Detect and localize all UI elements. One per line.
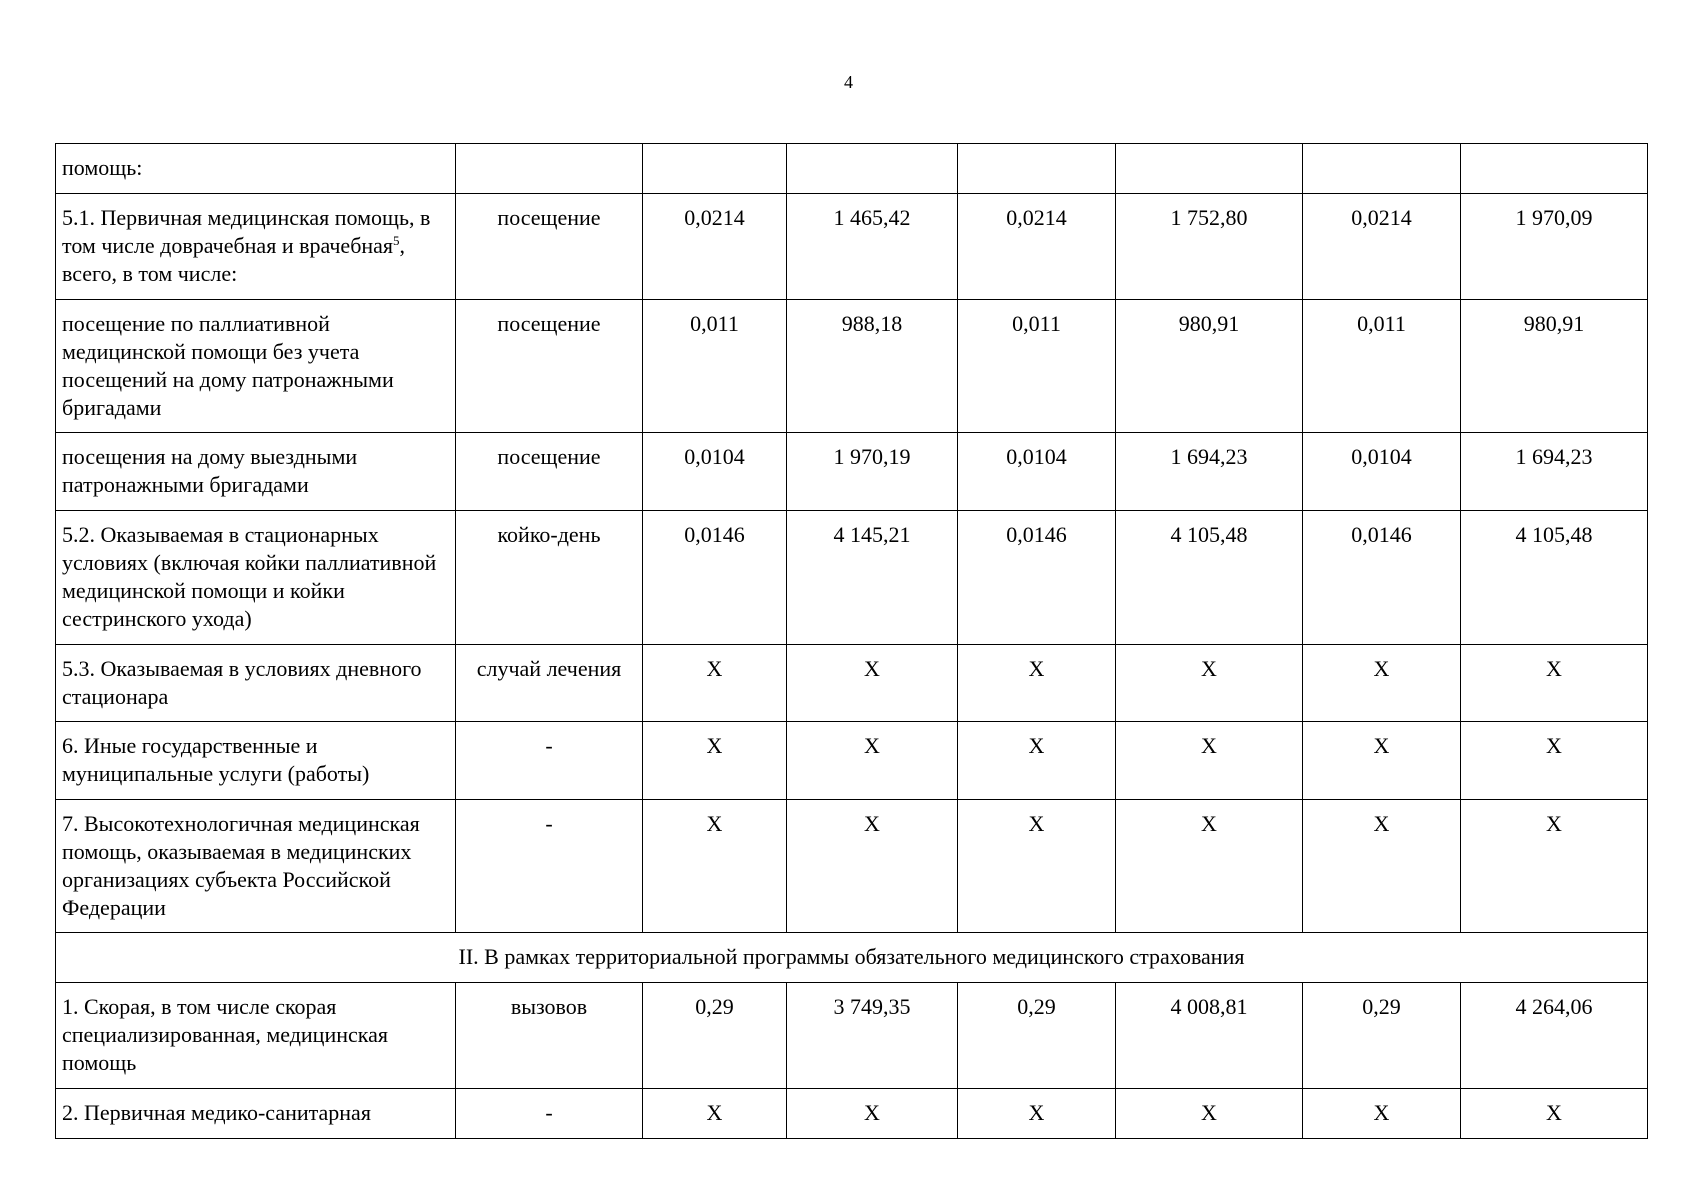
value-cell: 980,91 bbox=[1461, 300, 1648, 433]
value-cell: 4 105,48 bbox=[1461, 511, 1648, 645]
unit-cell: случай лечения bbox=[456, 645, 643, 722]
unit-cell: посещение bbox=[456, 194, 643, 300]
row-name: 7. Высокотехнологичная медицинская помощь, оказываемая в медицинских организациях субъекта Российской Федерации bbox=[62, 811, 420, 920]
row-name-suffix: , всего, в том числе: bbox=[62, 233, 406, 286]
value-cell: Х bbox=[958, 722, 1116, 800]
unit-cell: посещение bbox=[456, 300, 643, 433]
row-name: 1. Скорая, в том числе скорая специализированная, медицинская помощь bbox=[62, 994, 389, 1075]
value-cell: 0,29 bbox=[643, 983, 787, 1089]
section-title: II. В рамках территориальной программы обязательного медицинского страхования bbox=[56, 933, 1648, 983]
unit-cell: вызовов bbox=[456, 983, 643, 1089]
value-cell: 0,0104 bbox=[1303, 433, 1461, 511]
value-cell: Х bbox=[1461, 722, 1648, 800]
value-cell bbox=[787, 144, 958, 194]
value-cell: Х bbox=[1116, 1089, 1303, 1139]
value-cell: 3 749,35 bbox=[787, 983, 958, 1089]
value-cell: Х bbox=[643, 722, 787, 800]
table-row bbox=[56, 645, 1648, 722]
row-name: 6. Иные государственные и муниципальные услуги (работы) bbox=[62, 733, 370, 786]
value-cell: 0,0146 bbox=[643, 511, 787, 645]
unit-cell bbox=[456, 144, 643, 194]
value-cell: 980,91 bbox=[1116, 300, 1303, 433]
value-cell: Х bbox=[787, 800, 958, 933]
table-row bbox=[56, 433, 1648, 511]
section-header-row bbox=[56, 933, 1648, 983]
table-row bbox=[56, 1089, 1648, 1139]
table-row bbox=[56, 800, 1648, 933]
value-cell: Х bbox=[1116, 800, 1303, 933]
unit-cell: койко-день bbox=[456, 511, 643, 645]
value-cell bbox=[1116, 144, 1303, 194]
value-cell: Х bbox=[1461, 645, 1648, 722]
value-cell: Х bbox=[1461, 800, 1648, 933]
value-cell: Х bbox=[787, 1089, 958, 1139]
row-name-cell bbox=[56, 433, 456, 511]
row-name-cell bbox=[56, 511, 456, 645]
row-name: посещения на дому выездными патронажными бригадами bbox=[62, 444, 358, 497]
value-cell: 0,0104 bbox=[958, 433, 1116, 511]
row-name-cell bbox=[56, 645, 456, 722]
value-cell: 1 694,23 bbox=[1461, 433, 1648, 511]
row-name: посещение по паллиативной медицинской помощи без учета посещений на дому патронажными бригадами bbox=[62, 311, 394, 420]
footnote-marker: 5 bbox=[393, 233, 400, 248]
value-cell bbox=[1303, 144, 1461, 194]
table-row bbox=[56, 511, 1648, 645]
value-cell: Х bbox=[787, 645, 958, 722]
value-cell bbox=[643, 144, 787, 194]
value-cell: Х bbox=[787, 722, 958, 800]
value-cell bbox=[1461, 144, 1648, 194]
value-cell: Х bbox=[1116, 645, 1303, 722]
value-cell: 0,0214 bbox=[958, 194, 1116, 300]
medical-care-volumes-table bbox=[55, 143, 1648, 1139]
value-cell: 0,011 bbox=[643, 300, 787, 433]
page-number: 4 bbox=[844, 72, 853, 92]
row-name-cell bbox=[56, 800, 456, 933]
row-name: 5.2. Оказываемая в стационарных условиях (включая койки паллиативной медицинской помощи и койки сестринского ухода) bbox=[62, 522, 437, 631]
value-cell: 0,0104 bbox=[643, 433, 787, 511]
value-cell: 0,29 bbox=[958, 983, 1116, 1089]
row-name: 5.3. Оказываемая в условиях дневного стационара bbox=[62, 656, 422, 709]
row-name-cell bbox=[56, 983, 456, 1089]
value-cell: 1 970,19 bbox=[787, 433, 958, 511]
value-cell: Х bbox=[1303, 800, 1461, 933]
value-cell: 1 970,09 bbox=[1461, 194, 1648, 300]
value-cell: 0,011 bbox=[958, 300, 1116, 433]
value-cell: Х bbox=[1116, 722, 1303, 800]
value-cell bbox=[958, 144, 1116, 194]
value-cell: Х bbox=[1461, 1089, 1648, 1139]
row-name: 2. Первичная медико-санитарная bbox=[62, 1100, 371, 1125]
value-cell: 4 145,21 bbox=[787, 511, 958, 645]
value-cell: Х bbox=[643, 1089, 787, 1139]
value-cell: 0,0214 bbox=[1303, 194, 1461, 300]
value-cell: Х bbox=[958, 645, 1116, 722]
value-cell: Х bbox=[643, 645, 787, 722]
value-cell: Х bbox=[643, 800, 787, 933]
value-cell: 4 105,48 bbox=[1116, 511, 1303, 645]
row-name-cell bbox=[56, 300, 456, 433]
value-cell: Х bbox=[1303, 1089, 1461, 1139]
value-cell: Х bbox=[958, 1089, 1116, 1139]
unit-cell: - bbox=[456, 722, 643, 800]
unit-cell: посещение bbox=[456, 433, 643, 511]
row-name-cell bbox=[56, 1089, 456, 1139]
row-name: 5.1. Первичная медицинская помощь, в том числе доврачебная и врачебная bbox=[62, 205, 431, 258]
value-cell: Х bbox=[1303, 645, 1461, 722]
value-cell: 0,0214 bbox=[643, 194, 787, 300]
value-cell: 4 008,81 bbox=[1116, 983, 1303, 1089]
value-cell: 4 264,06 bbox=[1461, 983, 1648, 1089]
unit-cell: - bbox=[456, 800, 643, 933]
value-cell: 0,0146 bbox=[1303, 511, 1461, 645]
row-name: помощь: bbox=[62, 155, 143, 180]
value-cell: Х bbox=[958, 800, 1116, 933]
table-row bbox=[56, 194, 1648, 300]
table-row bbox=[56, 722, 1648, 800]
row-name-cell bbox=[56, 144, 456, 194]
table-row bbox=[56, 983, 1648, 1089]
row-name-cell bbox=[56, 722, 456, 800]
table-row bbox=[56, 144, 1648, 194]
value-cell: 988,18 bbox=[787, 300, 958, 433]
value-cell: 1 752,80 bbox=[1116, 194, 1303, 300]
table-row bbox=[56, 300, 1648, 433]
unit-cell: - bbox=[456, 1089, 643, 1139]
value-cell: 0,29 bbox=[1303, 983, 1461, 1089]
value-cell: 1 465,42 bbox=[787, 194, 958, 300]
value-cell: Х bbox=[1303, 722, 1461, 800]
value-cell: 1 694,23 bbox=[1116, 433, 1303, 511]
value-cell: 0,011 bbox=[1303, 300, 1461, 433]
value-cell: 0,0146 bbox=[958, 511, 1116, 645]
row-name-cell bbox=[56, 194, 456, 300]
